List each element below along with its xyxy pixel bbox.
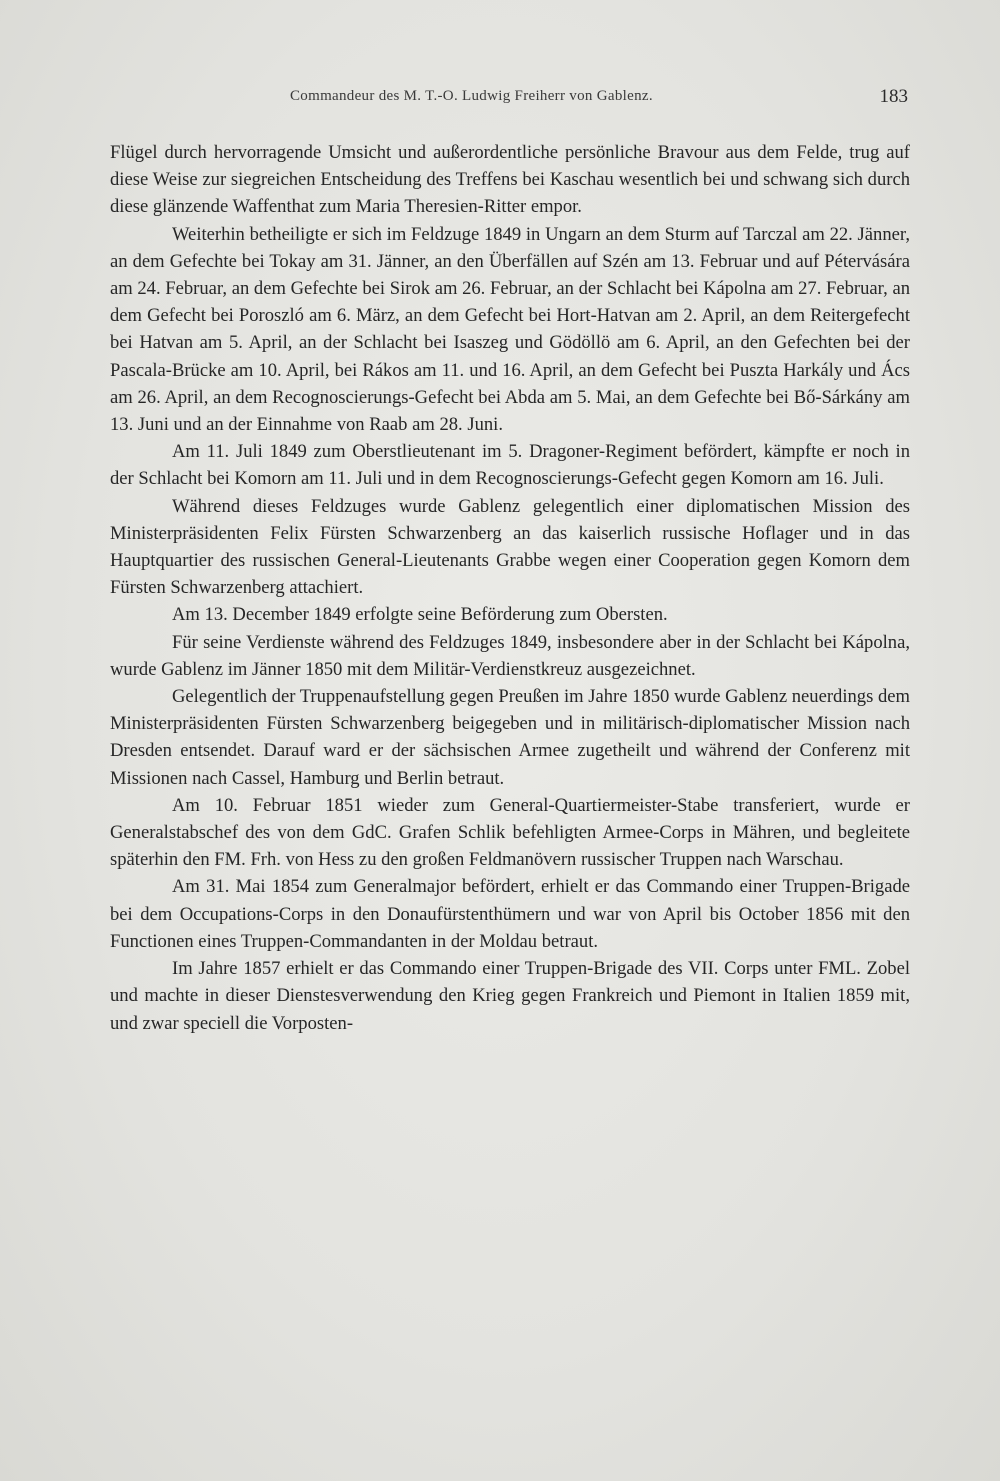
- paragraph: Am 31. Mai 1854 zum Generalmajor befördert, erhielt er das Commando einer Truppen-Brigade bei dem Occupations-Corps in den Donaufürstenthümern und war von April bis October 1856 mit den Functionen eines Truppen-Commandanten in der Moldau betraut.: [110, 876, 910, 952]
- paragraph: Für seine Verdienste während des Feldzuges 1849, insbesondere aber in der Schlacht bei Kápolna, wurde Gablenz im Jänner 1850 mit dem Militär-Verdienstkreuz ausgezeichnet.: [110, 631, 910, 680]
- running-title: Commandeur des M. T.-O. Ludwig Freiherr von Gablenz.: [290, 88, 653, 104]
- paragraph: Am 10. Februar 1851 wieder zum General-Quartiermeister-Stabe transferiert, wurde er Generalstabschef des von dem GdC. Grafen Schlik befehligten Armee-Corps in Mähren, und begleitete späterhin den FM. Frh. von Hess zu den großen Feldmanövern russischer Truppen nach Warschau.: [110, 794, 910, 871]
- paragraph: Weiterhin betheiligte er sich im Feldzuge 1849 in Ungarn an dem Sturm auf Tarczal am 22. Jänner, an dem Gefechte bei Tokay am 31. Jänner, an den Überfällen auf Szén am 13. Februar und auf Pétervására am 24. Februar, an dem Gefechte bei Sirok am 26. Februar, an der Schlacht bei Kápolna am 27. Februar, an dem Gefecht bei Poroszló am 6. März, an dem Gefecht bei Hort-Hatvan am 2. April, an dem Reitergefecht bei Hatvan am 5. April, an der Schlacht bei Isaszeg und Gödöllö am 6. April, an den Gefechten bei der Pascala-Brücke am 10. April, bei Rákos am 11. und 16. April, an dem Gefecht bei Puszta Harkály und Ács am 26. April, an dem Recognoscierungs-Gefecht bei Abda am 5. Mai, an dem Gefechte bei Bő-Sárkány am 13. Juni und an der Einnahme von Raab am 28. Juni.: [110, 223, 910, 436]
- paragraph: Während dieses Feldzuges wurde Gablenz gelegentlich einer diplomatischen Mission des Ministerpräsidenten Felix Fürsten Schwarzenberg an das kaiserlich russische Hoflager und in das Hauptquartier des russischen General-Lieutenants Grabbe wegen einer Cooperation gegen Komorn dem Fürsten Schwarzenberg attachiert.: [110, 495, 910, 599]
- page-number: 183: [879, 86, 908, 107]
- paragraph: Im Jahre 1857 erhielt er das Commando einer Truppen-Brigade des VII. Corps unter FML. Zobel und machte in dieser Dienstesverwendung den Krieg gegen Frankreich und Piemont in Italien 1859 mit, und zwar speciell die Vorposten-: [110, 958, 910, 1034]
- paragraph: Gelegentlich der Truppenaufstellung gegen Preußen im Jahre 1850 wurde Gablenz neuerdings dem Ministerpräsidenten Fürsten Schwarzenberg beigegeben und in militärisch-diplomatischer Mission nach Dresden entsendet. Darauf ward er der sächsischen Armee zugetheilt und während der Conferenz mit Missionen nach Cassel, Hamburg und Berlin betraut.: [110, 686, 910, 789]
- paragraph: Am 11. Juli 1849 zum Oberstlieutenant im 5. Dragoner-Regiment befördert, kämpfte er noch in der Schlacht bei Komorn am 11. Juli und in dem Recognoscierungs-Gefecht gegen Komorn am 16. Juli.: [110, 441, 910, 490]
- body-text: [110, 139, 910, 1037]
- paragraph: Am 13. December 1849 erfolgte seine Beförderung zum Obersten.: [172, 604, 668, 626]
- paragraph: Flügel durch hervorragende Umsicht und außerordentliche persönliche Bravour aus dem Felde, trug auf diese Weise zur siegreichen Entscheidung des Treffens bei Kaschau wesentlich bei und schwang sich durch diese glänzende Waffenthat zum Maria Theresien-Ritter empor.: [110, 142, 910, 218]
- running-header: [110, 86, 910, 110]
